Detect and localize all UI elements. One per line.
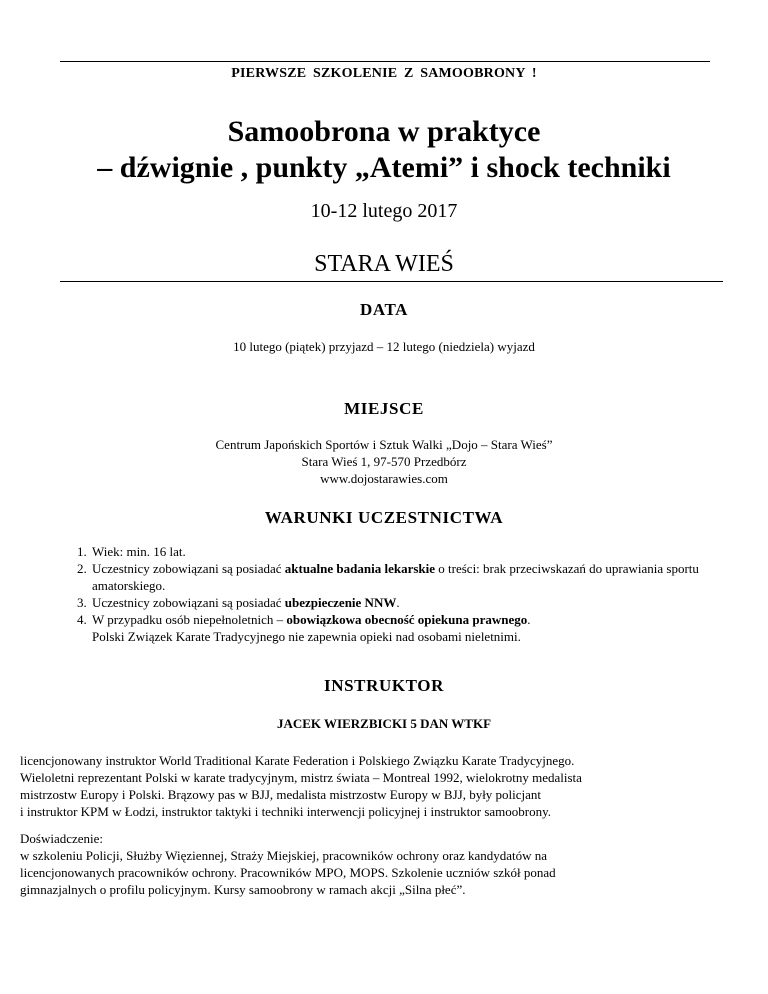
instructor-name: JACEK WIERZBICKI 5 DAN WTKF bbox=[276, 716, 492, 731]
condition-emphasis: ubezpieczenie NNW bbox=[284, 595, 397, 610]
list-item bbox=[90, 560, 768, 594]
condition-age: Wiek: min. 16 lat. bbox=[92, 544, 186, 559]
bio-line: licencjonowany instruktor World Traditional Karate Federation i Polskiego Związku Karate Tradycyjnego. bbox=[20, 753, 575, 768]
list-item bbox=[90, 611, 768, 645]
experience-line: gimnazjalnych o profilu policyjnym. Kursy samoobrony w ramach akcji „Silna płeć”. bbox=[20, 882, 466, 897]
instruktor-heading: INSTRUKTOR bbox=[324, 676, 444, 695]
data-text: 10 lutego (piątek) przyjazd – 12 lutego (niedziela) wyjazd bbox=[233, 339, 535, 354]
location-name: STARA WIEŚ bbox=[314, 251, 454, 277]
data-heading: DATA bbox=[359, 300, 409, 319]
venue-address: Stara Wieś 1, 97-570 Przedbórz bbox=[301, 454, 467, 469]
instructor-experience bbox=[20, 830, 750, 898]
bio-line: Wieloletni reprezentant Polski w karate tradycyjnym, mistrz świata – Montreal 1992, wielokrotny medalista bbox=[20, 770, 582, 785]
condition-note: Polski Związek Karate Tradycyjnego nie zapewnia opieki nad osobami nieletnimi. bbox=[92, 629, 521, 644]
condition-text: o treści: brak przeciwskazań do uprawiania sportu amatorskiego. bbox=[92, 561, 699, 593]
bio-line: mistrzostw Europy i Polski. Brązowy pas w BJJ, medalista mistrzostw Europy w BJJ, były policjant bbox=[20, 787, 542, 802]
condition-text: W przypadku osób niepełnoletnich – bbox=[92, 612, 287, 627]
list-item bbox=[90, 594, 768, 611]
venue-block bbox=[0, 436, 768, 487]
miejsce-heading: MIEJSCE bbox=[344, 399, 424, 418]
title-line-1: Samoobrona w praktyce bbox=[227, 115, 541, 148]
condition-text: . bbox=[396, 595, 400, 610]
title-line-2: – dźwignie , punkty „Atemi” i shock techniki bbox=[97, 151, 671, 184]
condition-text: Uczestnicy zobowiązani są posiadać bbox=[92, 561, 285, 576]
page-title bbox=[0, 114, 768, 186]
experience-line: w szkoleniu Policji, Służby Więziennej, Straży Miejskiej, pracowników ochrony oraz kandydatów na bbox=[20, 848, 548, 863]
top-rule bbox=[60, 61, 710, 62]
condition-text: . bbox=[527, 612, 531, 627]
warunki-heading: WARUNKI UCZESTNICTWA bbox=[264, 508, 504, 527]
bio-line: i instruktor KPM w Łodzi, instruktor taktyki i techniki interwencji policyjnej i instruktor samoobrony. bbox=[20, 804, 552, 819]
experience-line: licencjonowanych pracowników ochrony. Pracowników MPO, MOPS. Szkolenie uczniów szkół ponad bbox=[20, 865, 556, 880]
banner-text: PIERWSZE SZKOLENIE Z SAMOOBRONY ! bbox=[231, 66, 537, 81]
list-item bbox=[90, 543, 768, 560]
condition-emphasis: aktualne badania lekarskie bbox=[284, 561, 436, 576]
condition-text: Uczestnicy zobowiązani są posiadać bbox=[92, 595, 285, 610]
experience-label: Doświadczenie: bbox=[20, 831, 104, 846]
event-dates: 10-12 lutego 2017 bbox=[310, 200, 458, 222]
section-rule bbox=[60, 281, 723, 282]
venue-website: www.dojostarawies.com bbox=[320, 471, 448, 486]
condition-emphasis: obowiązkowa obecność opiekuna prawnego bbox=[286, 612, 528, 627]
venue-name: Centrum Japońskich Sportów i Sztuk Walki „Dojo – Stara Wieś” bbox=[215, 437, 553, 452]
instructor-bio bbox=[20, 752, 750, 820]
conditions-list bbox=[60, 543, 768, 645]
